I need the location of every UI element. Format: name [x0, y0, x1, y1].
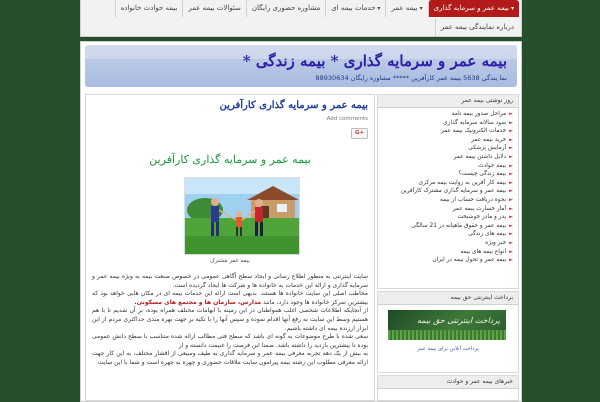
add-comments-link[interactable]: Add comments — [326, 116, 368, 122]
list-item[interactable] — [378, 136, 513, 145]
widget-title: خبرهای بیمه عمر و حوادث — [378, 376, 518, 389]
list-item-label: مراحل صدور بیمه نامه — [451, 111, 507, 117]
list-item[interactable] — [378, 213, 513, 222]
list-item-label: بیمه حوادث — [478, 162, 507, 169]
nav-item-insurance-services[interactable] — [325, 0, 385, 17]
list-item[interactable] — [378, 230, 513, 239]
online-payment-banner[interactable] — [388, 310, 506, 340]
list-item[interactable] — [378, 187, 513, 196]
bullet-icon: ► — [509, 179, 513, 186]
page-container — [80, 41, 522, 402]
article-paragraph: سعی شده با طرح موضوعات به گونه ای باشد که سطح فنی مطالب ارائه شده متناسب با سطح دانش عمومی بوده تا بیشترین بازدید را داشته باشد. ضمنا این فرصت را غنیمت دانسته و از — [92, 333, 368, 349]
nav-row-primary — [115, 0, 519, 17]
sidebar — [377, 94, 517, 399]
list-item-label: خرید بیمه عمر — [471, 136, 507, 143]
list-item-label: بیمه عمر و تحول بیمه در ایران — [432, 257, 507, 264]
bullet-icon: ► — [509, 214, 513, 221]
article-heading: بیمه عمر و سرمایه گذاری کارآفرین — [149, 153, 311, 166]
article-paragraph: از آنجایکه اطلاعات شخصی اغلب همواطنان در این زمینه با ابهامات مختلف همراه بوده، بر آن شدیم تا با هم هستیم وسط این سایت به رفع آنها اقدام نموده و سپس آنها را با تکیه بر جهت بهره مندی حداکثری مردم از این ابزار ارزنده بیمه ای داشته باشیم. — [92, 307, 368, 332]
list-item-label: خدمات الکترونیک بیمه عمر — [440, 128, 507, 135]
list-item[interactable] — [378, 239, 513, 248]
bullet-icon: ► — [509, 239, 513, 246]
chevron-down-icon: ▾ — [510, 5, 514, 12]
article-paragraph: به بیش از یک دهه تجربه معرفی بیمه عمر و سرمایه گذاری به طیف وسیعی از اقشار مختلف، به این کار جهت ارائه معرفی مطلوب این رشته بیمه پیرامون سایت ملاقات حضوری و چهره به چهره است و شما با این سایت — [92, 350, 368, 366]
bullet-icon: ► — [509, 128, 513, 135]
list-item-label: بیمه کار آفرین به روایت بیمه مرکزی — [418, 179, 507, 186]
list-item-label: پدر و مادر خوشبخت — [457, 214, 507, 221]
bullet-icon: ► — [509, 231, 513, 238]
top-navigation — [80, 0, 522, 37]
bullet-icon: ► — [509, 257, 513, 264]
bullet-icon: ► — [509, 171, 513, 178]
nav-item-label: مشاوره حضوری رایگان — [251, 4, 321, 12]
bullet-icon: ► — [509, 153, 513, 160]
recent-posts-list — [378, 108, 518, 265]
list-item-label: انواع بیمه های بیمه — [460, 248, 507, 255]
nav-item-label: بیمه عمر — [391, 4, 418, 12]
banner-grass — [388, 330, 506, 340]
list-item-label: بیمه زندگی چیست؟ — [458, 171, 507, 178]
bullet-icon: ► — [509, 205, 513, 212]
list-item-label: خبر ویژه — [485, 239, 507, 246]
list-item[interactable] — [378, 222, 513, 231]
list-item[interactable] — [378, 119, 513, 128]
nav-item-label: بیمه عمر و سرمایه گذاری — [433, 4, 509, 12]
list-item[interactable] — [378, 110, 513, 119]
list-item-label: بیمه عمر و سرمایه گذاری مشترک کارآفرین — [400, 188, 507, 195]
article-body — [92, 273, 368, 368]
site-description: نما یندگی 5638 بیمه عمر کارآفرین ***** مشاوره رایگان 88930634 — [315, 74, 507, 82]
widget-title: برداخت اینترنتی حق بیمه — [378, 292, 518, 305]
nav-item-label: درباره نمایندگی بیمه عمر — [440, 23, 514, 31]
nav-item-life-investment[interactable] — [428, 0, 519, 17]
list-item[interactable] — [378, 127, 513, 136]
family-photo-illustration — [185, 178, 299, 254]
bullet-icon: ► — [509, 145, 513, 152]
list-item-label: بیمه های زندگی — [468, 231, 507, 238]
bullet-icon: ► — [509, 188, 513, 195]
list-item[interactable] — [378, 248, 513, 257]
list-item[interactable] — [378, 144, 513, 153]
news-widget — [377, 375, 519, 401]
main-content — [85, 94, 375, 401]
nav-item-free-consultation[interactable] — [246, 0, 325, 17]
nav-item-life-insurance[interactable] — [385, 0, 427, 17]
site-title[interactable]: بیمه عمر و سرمایه گذاری * بیمه زندگی * — [242, 52, 507, 70]
image-caption: بیمه عمر مشترک — [210, 258, 250, 264]
banner-text: پرداخت اینترنتی حق بیمه — [416, 316, 500, 325]
list-item-label: سود سالانه سرمایه گذاری — [443, 119, 507, 126]
bullet-icon: ► — [509, 119, 513, 126]
highlighted-text: مدارس، سازمان ها و مجتمع های مسکونی. — [134, 298, 262, 306]
list-item-label: آمار خسارت بیمه عمر — [452, 205, 507, 212]
nav-item-about-agency[interactable] — [435, 19, 519, 36]
chevron-down-icon: ▾ — [419, 5, 423, 12]
recent-posts-widget — [377, 94, 519, 289]
list-item-label: بیمه عمر و حقوق ماهیانه در 21 سالگی — [411, 222, 507, 229]
online-payment-widget — [377, 291, 519, 373]
chevron-down-icon: ▾ — [377, 5, 381, 12]
article-paragraph — [92, 290, 368, 307]
bullet-icon: ► — [509, 136, 513, 143]
nav-item-label: خدمات بیمه ای — [331, 4, 376, 12]
family-photo — [184, 177, 300, 255]
bullet-icon: ► — [509, 111, 513, 117]
article-paragraph: سایت اینترنتی به منظور اطلاع رسانی و ایجاد سطح آگاهی عمومی در خصوص صنعت بیمه به ویژه بیمه عمر و سرمایه گذاری و ارائه این خدمات به خانواده ها و شرکت ها ایجاد گردیده است. — [92, 273, 368, 289]
list-item[interactable] — [378, 256, 513, 265]
nav-item-label: سئوالات بیمه عمر — [188, 4, 241, 12]
widget-title: روز نوشتی بیمه عمر — [378, 95, 518, 108]
google-plus-share-button[interactable]: G+ — [351, 128, 368, 139]
list-item[interactable] — [378, 162, 513, 171]
article-paragraph-text: مخاطب اصلی این سایت خانواده ها هستند. بدیهی است ارائه این خدمات بیمه ای در مکان هایی خواهد بود که بیشترین تمرکز خانواده ها وجود دارد، مانند — [92, 290, 368, 306]
list-item[interactable] — [378, 205, 513, 214]
bullet-icon: ► — [509, 162, 513, 169]
banner-caption[interactable]: پرداخت آنلاین برای بیمه عمر — [417, 346, 479, 352]
list-item[interactable] — [378, 170, 513, 179]
list-item[interactable] — [378, 196, 513, 205]
list-item[interactable] — [378, 153, 513, 162]
nav-item-faq[interactable] — [182, 0, 246, 17]
list-item-label: نحوه دریافت حساب از بیمه — [439, 196, 507, 203]
bullet-icon: ► — [509, 196, 513, 203]
bullet-icon: ► — [509, 248, 513, 255]
nav-item-label: بیمه حوادث خانواده — [120, 4, 178, 12]
list-item[interactable] — [378, 179, 513, 188]
nav-row-secondary — [435, 19, 519, 36]
list-item-label: آزمایش پزشکی — [468, 145, 507, 152]
list-item-label: دلایل داشتن بیمه عمر — [453, 153, 507, 160]
post-title[interactable]: بیمه عمر و سرمایه گذاری کارآفرین — [219, 100, 368, 111]
bullet-icon: ► — [509, 222, 513, 229]
nav-item-family-accident[interactable] — [115, 0, 183, 17]
site-header — [85, 45, 517, 87]
